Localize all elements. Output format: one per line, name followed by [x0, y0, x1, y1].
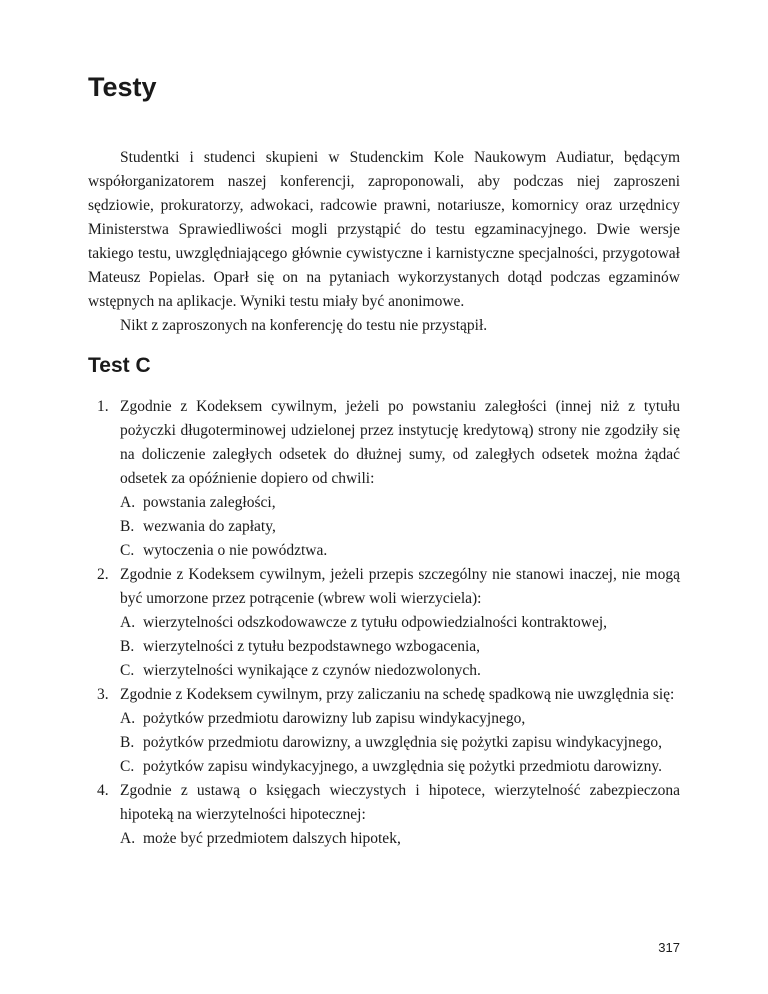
- question-number: 2.: [97, 566, 109, 583]
- option-letter: A.: [120, 494, 136, 511]
- question-number: 1.: [97, 398, 109, 415]
- option-letter: B.: [120, 734, 135, 751]
- answer-options: [120, 827, 680, 851]
- answer-option: [120, 707, 680, 731]
- option-letter: B.: [120, 638, 135, 655]
- answer-option: [120, 659, 680, 683]
- question-number: 4.: [97, 782, 109, 799]
- question-list: [88, 395, 680, 851]
- intro-paragraph: Studentki i studenci skupieni w Studenckim Kole Naukowym Audiatur, będącym współorganizatorem naszej konferencji, zaproponowali, aby podczas niej zaproszeni sędziowie, prokuratorzy, adwokaci, radcowie prawni, notariusze, komornicy oraz urzędnicy Ministerstwa Sprawiedliwości mogli przystąpić do testu egzaminacyjnego. Dwie wersje takiego testu, uwzględniającego głównie cywistyczne i karnistyczne specjalności, przygotował Mateusz Popielas. Oparł się on na pytaniach wykorzystanych dotąd podczas egzaminów wstępnych na aplikacje. Wyniki testu miały być anonimowe.: [88, 149, 680, 310]
- answer-option: [120, 827, 680, 851]
- option-text: może być przedmiotem dalszych hipotek,: [143, 830, 401, 847]
- page-number: 317: [658, 940, 680, 955]
- answer-options: [120, 491, 680, 563]
- answer-option: [120, 755, 680, 779]
- answer-option: [120, 515, 680, 539]
- answer-options: [120, 611, 680, 683]
- option-text: pożytków przedmiotu darowizny lub zapisu windykacyjnego,: [143, 710, 526, 727]
- question-text: Zgodnie z Kodeksem cywilnym, przy zaliczaniu na schedę spadkową nie uwzględnia się:: [120, 686, 675, 703]
- section-title: Test C: [88, 354, 151, 377]
- option-text: wezwania do zapłaty,: [143, 518, 276, 535]
- question-item: [88, 683, 680, 779]
- answer-option: [120, 539, 680, 563]
- option-text: wytoczenia o nie powództwa.: [143, 542, 328, 559]
- question-item: [88, 395, 680, 563]
- answer-option: [120, 491, 680, 515]
- answer-option: [120, 611, 680, 635]
- question-text: Zgodnie z Kodeksem cywilnym, jeżeli po powstaniu zaległości (innej niż z tytułu pożyczki długoterminowej udzielonej przez instytucję kredytową) strony nie zgodziły się na doliczenie zaległych odsetek do dłużnej sumy, od zaległych odsetek można żądać odsetek za opóźnienie dopiero od chwili:: [120, 398, 680, 487]
- option-text: pożytków przedmiotu darowizny, a uwzględnia się pożytki zapisu windykacyjnego,: [143, 734, 662, 751]
- option-text: wierzytelności z tytułu bezpodstawnego wzbogacenia,: [143, 638, 481, 655]
- option-letter: A.: [120, 710, 136, 727]
- question-number: 3.: [97, 686, 109, 703]
- option-text: wierzytelności odszkodowawcze z tytułu odpowiedzialności kontraktowej,: [143, 614, 608, 631]
- option-text: pożytków zapisu windykacyjnego, a uwzględnia się pożytki przedmiotu darowizny.: [143, 758, 662, 775]
- question-item: [88, 563, 680, 683]
- intro-section: [88, 146, 680, 338]
- option-letter: A.: [120, 614, 136, 631]
- page-title: Testy: [88, 72, 157, 102]
- option-letter: C.: [120, 758, 135, 775]
- option-letter: C.: [120, 662, 135, 679]
- option-letter: A.: [120, 830, 136, 847]
- question-text: Zgodnie z ustawą o księgach wieczystych i hipotece, wierzytelność zabezpieczona hipoteką na wierzytelności hipotecznej:: [120, 782, 680, 823]
- option-text: wierzytelności wynikające z czynów niedozwolonych.: [143, 662, 481, 679]
- question-text: Zgodnie z Kodeksem cywilnym, jeżeli przepis szczególny nie stanowi inaczej, nie mogą być umorzone przez potrącenie (wbrew woli wierzyciela):: [120, 566, 680, 607]
- answer-option: [120, 635, 680, 659]
- option-letter: C.: [120, 542, 135, 559]
- answer-options: [120, 707, 680, 779]
- intro-paragraph: Nikt z zaproszonych na konferencję do testu nie przystąpił.: [120, 317, 488, 334]
- option-text: powstania zaległości,: [143, 494, 276, 511]
- answer-option: [120, 731, 680, 755]
- question-item: [88, 779, 680, 851]
- option-letter: B.: [120, 518, 135, 535]
